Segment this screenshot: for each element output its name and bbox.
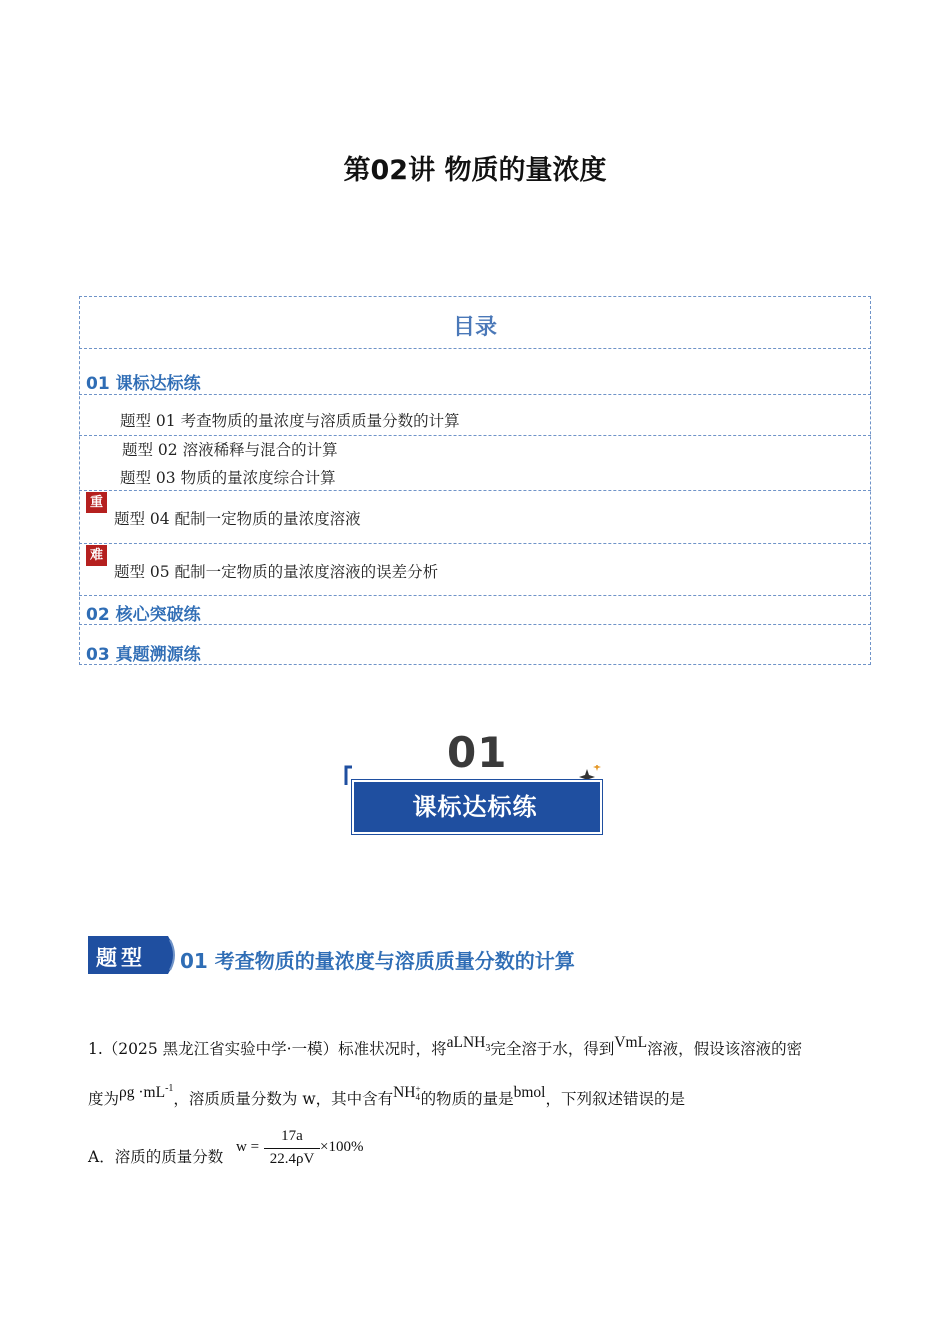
toc-item-1[interactable]: 题型 01 考查物质的量浓度与溶质质量分数的计算 [120,412,460,430]
formula-density: $\rho g \cdot mL^{-1}$ [119,1082,174,1101]
option-a[interactable] [88,1145,223,1167]
formula-moles: bmol [513,1084,546,1101]
toc-item-3[interactable]: 题型 03 物质的量浓度综合计算 [120,469,336,487]
table-of-contents [79,296,871,665]
fraction-bar [264,1148,320,1149]
option-a-text: A．溶质的质量分数 [88,1148,224,1166]
banner-label: 课标达标练 [412,793,538,821]
toc-heading: 目录 [452,315,497,340]
question-line-1 [88,1034,803,1061]
fraction-numerator: 17a [281,1128,303,1144]
question-text: ，下列叙述错误的是 [545,1090,685,1108]
formula-volume: VmL [614,1034,648,1051]
formula-ammonia: aLNH$_3$ [446,1034,491,1055]
toc-section-2[interactable]: 02 核心突破练 [86,605,201,625]
option-a-lhs: w = [236,1139,260,1155]
question-text: ，溶质质量分数为 w，其中含有 [173,1090,394,1108]
page-title: 第02讲 物质的量浓度 [343,155,607,186]
badge-key: 重 [86,492,107,513]
toc-item-5[interactable]: 题型 05 配制一定物质的量浓度溶液的误差分析 [114,563,439,581]
topic-tag-label: 题型 [96,945,146,970]
option-a-rhs: ×100% [320,1139,364,1155]
topic-title: 01 考查物质的量浓度与溶质质量分数的计算 [180,949,575,973]
formula-ammonium: NH + 4 [393,1084,421,1103]
question-text: 完全溶于水，得到 [490,1040,615,1058]
question-line-2 [88,1082,685,1109]
question-text: 溶液，假设该溶液的密 [647,1040,803,1058]
toc-section-1[interactable]: 01 课标达标练 [86,374,201,394]
fraction-denominator: 22.4ρV [269,1151,315,1167]
question-text: 的物质的量是 [420,1090,514,1108]
badge-difficult: 难 [86,545,107,566]
toc-item-2[interactable]: 题型 02 溶液稀释与混合的计算 [122,441,338,459]
toc-item-4[interactable]: 题型 04 配制一定物质的量浓度溶液 [114,510,361,528]
banner-number: 01 [447,728,508,777]
question-text: 度为 [88,1090,120,1108]
question-text: 1.（2025 黑龙江省实验中学·一模）标准状况时，将 [88,1040,447,1058]
toc-section-3[interactable]: 03 真题溯源练 [86,645,201,665]
